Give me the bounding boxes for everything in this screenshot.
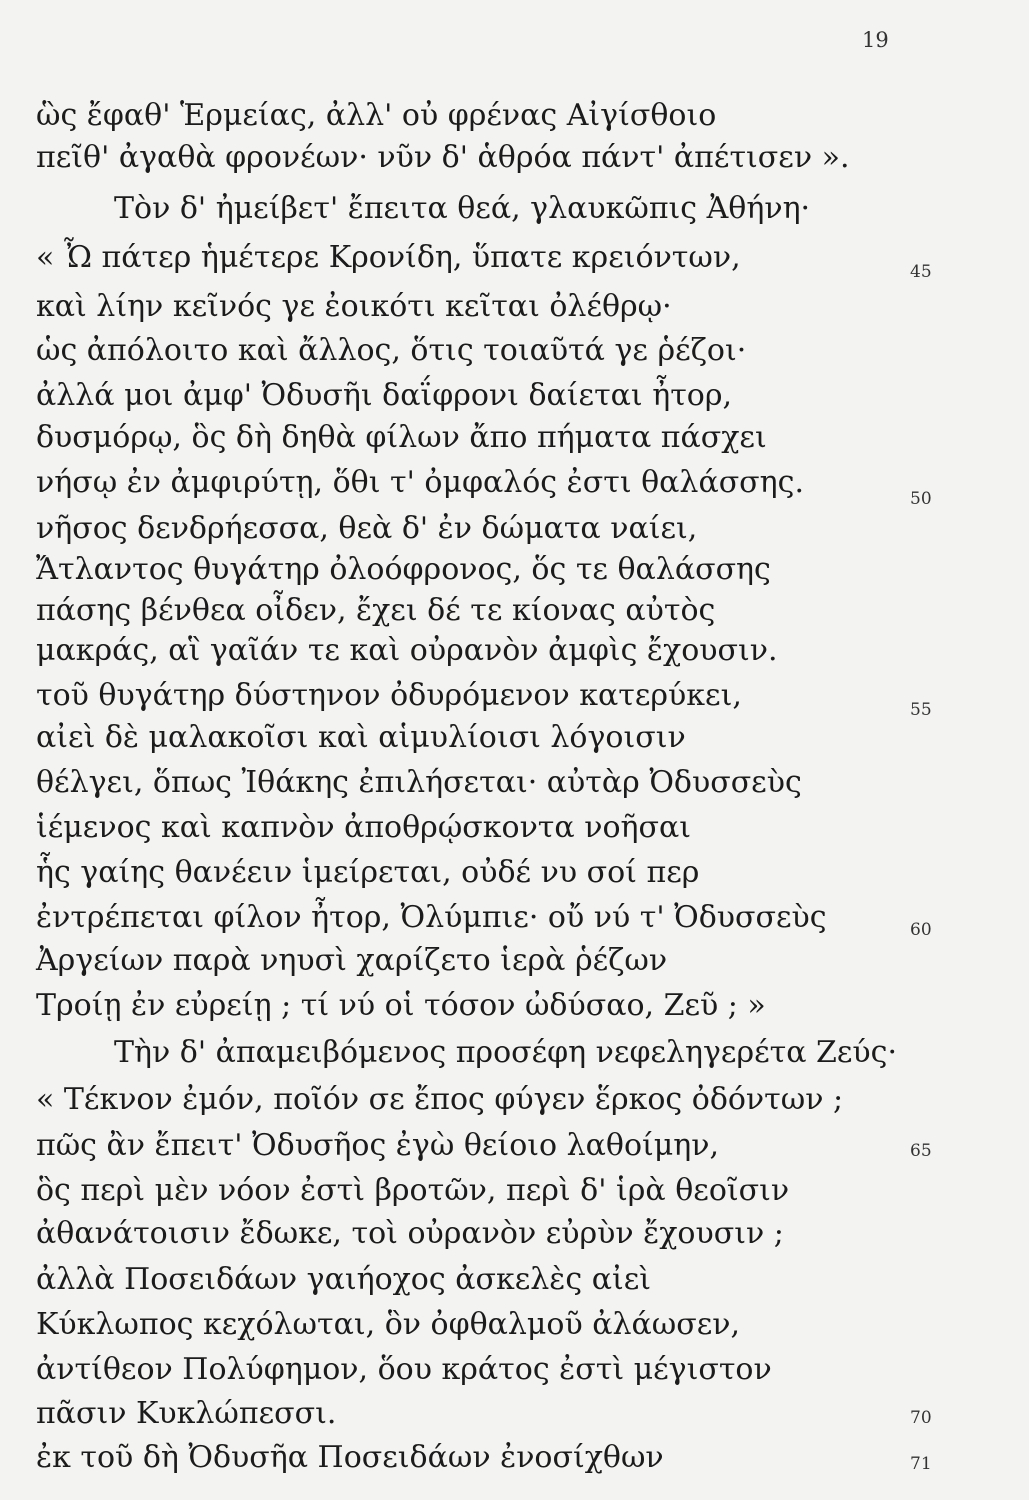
- verse-line-text: πεῖθ' ἀγαθὰ φρονέων· νῦν δ' ἁθρόα πάντ' ἀπέτισεν ».: [36, 140, 850, 175]
- line-number: 60: [910, 920, 932, 940]
- verse-line-text: Ἄτλαντος θυγάτηρ ὀλοόφρονος, ὅς τε θαλάσσης: [36, 552, 771, 587]
- verse-line-text: ἀθανάτοισιν ἔδωκε, τοὶ οὐρανὸν εὐρὺν ἔχουσιν ;: [36, 1216, 784, 1251]
- verse-line: [36, 1173, 789, 1213]
- verse-line: [36, 1352, 772, 1392]
- verse-line-text: πᾶσιν Κυκλώπεσσι.: [36, 1396, 337, 1431]
- verse-line-text: ὃς περὶ μὲν νόον ἐστὶ βροτῶν, περὶ δ' ἱρὰ θεοῖσιν: [36, 1173, 790, 1208]
- verse-line-text: πάσης βένθεα οἶδεν, ἔχει δέ τε κίονας αὐτὸς: [36, 593, 716, 628]
- verse-line: [36, 593, 715, 633]
- verse-line: [36, 1262, 651, 1302]
- line-number: 50: [910, 489, 932, 509]
- line-number: 55: [910, 700, 932, 720]
- verse-line: [36, 633, 778, 673]
- verse-line: [36, 988, 766, 1028]
- verse-line-text: ὣς ἔφαθ' Ἑρμείας, ἀλλ' οὐ φρένας Αἰγίσθοιο: [36, 98, 717, 133]
- verse-line-text: Ἀργείων παρὰ νηυσὶ χαρίζετο ἱερὰ ῥέζων: [36, 943, 668, 978]
- verse-line-text: Τὴν δ' ἀπαμειβόμενος προσέφη νεφεληγερέτα Ζεύς·: [114, 1035, 897, 1070]
- verse-line: [36, 420, 767, 460]
- page-number: 19: [862, 28, 889, 52]
- verse-line: [36, 1396, 336, 1436]
- verse-line: [36, 552, 771, 592]
- verse-line: [114, 191, 810, 231]
- verse-line: [36, 855, 699, 895]
- verse-line-text: Κύκλωπος κεχόλωται, ὃν ὀφθαλμοῦ ἀλάωσεν,: [36, 1307, 741, 1342]
- verse-line-text: ἀλλὰ Ποσειδάων γαιήοχος ἀσκελὲς αἰεὶ: [36, 1262, 652, 1297]
- verse-line-text: ἧς γαίης θανέειν ἱμείρεται, οὐδέ νυ σοί περ: [36, 855, 700, 890]
- verse-line: [36, 720, 686, 760]
- verse-line-text: Τροίῃ ἐν εὐρείῃ ; τί νύ οἱ τόσον ὠδύσαο, Ζεῦ ; »: [36, 988, 766, 1023]
- line-number: 71: [910, 1454, 932, 1474]
- verse-line: [36, 678, 742, 718]
- line-number: 70: [910, 1408, 932, 1428]
- verse-line-text: αἰεὶ δὲ μαλακοῖσι καὶ αἱμυλίοισι λόγοισιν: [36, 720, 686, 755]
- verse-line: [36, 943, 667, 983]
- verse-line-text: ἐκ τοῦ δὴ Ὀδυσῆα Ποσειδάων ἐνοσίχθων: [36, 1440, 664, 1475]
- verse-line: [36, 511, 697, 551]
- verse-line-text: ἱέμενος καὶ καπνὸν ἀποθρῴσκοντα νοῆσαι: [36, 810, 691, 845]
- verse-line: [36, 765, 802, 805]
- verse-line: [36, 1128, 719, 1168]
- verse-line: [36, 140, 850, 180]
- verse-line: [36, 333, 746, 373]
- line-number: 65: [910, 1141, 932, 1161]
- verse-line-text: νήσῳ ἐν ἀμφιρύτῃ, ὅθι τ' ὀμφαλός ἐστι θαλάσσης.: [36, 465, 804, 500]
- verse-line: [36, 378, 732, 418]
- verse-line: [36, 240, 741, 280]
- verse-line-text: δυσμόρῳ, ὃς δὴ δηθὰ φίλων ἄπο πήματα πάσχει: [36, 420, 767, 455]
- verse-line: [36, 289, 672, 329]
- verse-line: [36, 98, 716, 138]
- verse-line: [114, 1035, 897, 1075]
- verse-line-text: ἐντρέπεται φίλον ἦτορ, Ὀλύμπιε· οὔ νύ τ' Ὀδυσσεὺς: [36, 900, 827, 935]
- verse-line: [36, 465, 804, 505]
- verse-line: [36, 1307, 740, 1347]
- verse-line: [36, 1216, 784, 1256]
- verse-line-text: « Τέκνον ἐμόν, ποῖόν σε ἔπος φύγεν ἕρκος ὀδόντων ;: [36, 1082, 844, 1117]
- verse-line-text: ἀλλά μοι ἀμφ' Ὀδυσῆι δαΐφρονι δαίεται ἦτορ,: [36, 378, 733, 413]
- verse-line-text: « Ὦ πάτερ ἡμέτερε Κρονίδη, ὕπατε κρειόντων,: [36, 240, 741, 275]
- verse-line: [36, 900, 827, 940]
- verse-line: [36, 810, 691, 850]
- verse-line-text: νῆσος δενδρήεσσα, θεὰ δ' ἐν δώματα ναίει,: [36, 511, 698, 546]
- verse-line-text: ἀντίθεον Πολύφημον, ὅου κράτος ἐστὶ μέγιστον: [36, 1352, 772, 1387]
- verse-line-text: τοῦ θυγάτηρ δύστηνον ὀδυρόμενον κατερύκει,: [36, 678, 742, 713]
- verse-line-text: θέλγει, ὅπως Ἰθάκης ἐπιλήσεται· αὐτὰρ Ὀδυσσεὺς: [36, 765, 802, 800]
- verse-line-text: πῶς ἂν ἔπειτ' Ὀδυσῆος ἐγὼ θείοιο λαθοίμην,: [36, 1128, 720, 1163]
- verse-line-text: μακράς, αἳ γαῖάν τε καὶ οὐρανὸν ἀμφὶς ἔχουσιν.: [36, 633, 778, 668]
- verse-line-text: Τὸν δ' ἠμείβετ' ἔπειτα θεά, γλαυκῶπις Ἀθήνη·: [114, 191, 811, 226]
- line-number: 45: [910, 262, 932, 282]
- verse-line: [36, 1082, 843, 1122]
- verse-line-text: ὡς ἀπόλοιτο καὶ ἄλλος, ὅτις τοιαῦτά γε ῥέζοι·: [36, 333, 747, 368]
- verse-line-text: καὶ λίην κεῖνός γε ἐοικότι κεῖται ὀλέθρῳ·: [36, 289, 672, 324]
- verse-line: [36, 1440, 664, 1480]
